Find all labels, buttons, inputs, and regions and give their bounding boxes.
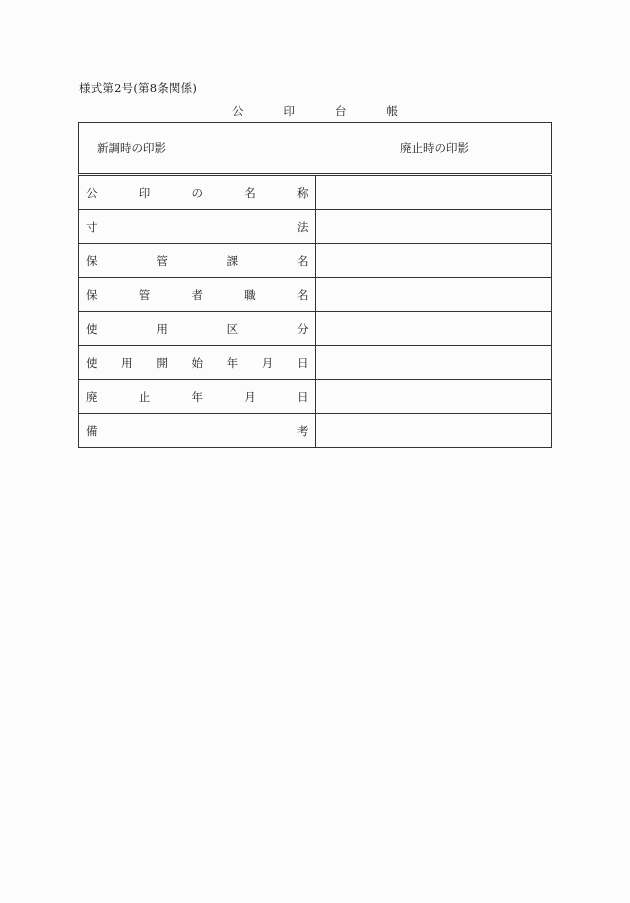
remarks-label bbox=[79, 414, 316, 448]
table-row bbox=[79, 312, 552, 346]
label-char: 称 bbox=[297, 185, 309, 200]
label-char: 保 bbox=[86, 287, 98, 302]
usage-category-field[interactable] bbox=[315, 312, 552, 346]
label-char: 者 bbox=[191, 287, 203, 302]
label-char: 公 bbox=[86, 185, 98, 200]
custodian-position-label bbox=[79, 278, 316, 312]
label-char: 止 bbox=[138, 389, 151, 404]
custodian-section-label bbox=[79, 244, 316, 278]
label-char: 分 bbox=[296, 321, 309, 336]
table-row bbox=[79, 278, 552, 312]
label-char: 管 bbox=[156, 253, 168, 268]
label-char: 月 bbox=[261, 355, 274, 370]
label-char: 日 bbox=[297, 389, 309, 404]
label-char: 廃 bbox=[86, 389, 98, 404]
seal-impression-row bbox=[79, 123, 552, 175]
table-row bbox=[79, 175, 552, 210]
document-title bbox=[78, 103, 552, 119]
remarks-field[interactable] bbox=[315, 414, 552, 448]
title-char: 帳 bbox=[386, 104, 398, 118]
label-char: 名 bbox=[297, 287, 309, 302]
label-char: 管 bbox=[138, 287, 151, 302]
form-number: 様式第2号(第8条関係) bbox=[79, 81, 198, 95]
label-char: 名 bbox=[244, 185, 256, 200]
seal-register-table bbox=[78, 122, 552, 448]
abolished-seal-impression-label: 廃止時の印影 bbox=[400, 141, 469, 155]
label-char: 年 bbox=[226, 355, 239, 370]
table-row bbox=[79, 414, 552, 448]
new-seal-impression-label: 新調時の印影 bbox=[97, 141, 166, 155]
label-char: 年 bbox=[191, 389, 203, 404]
label-char: 寸 bbox=[86, 219, 98, 234]
abolition-date-label bbox=[79, 380, 316, 414]
label-char: 日 bbox=[296, 355, 309, 370]
title-char: 公 bbox=[232, 104, 244, 118]
usage-category-label bbox=[79, 312, 316, 346]
custodian-position-field[interactable] bbox=[315, 278, 552, 312]
label-char: の bbox=[191, 185, 203, 200]
custodian-section-field[interactable] bbox=[315, 244, 552, 278]
label-char: 課 bbox=[226, 253, 239, 268]
label-char: 保 bbox=[86, 253, 98, 268]
seal-name-field[interactable] bbox=[315, 175, 552, 210]
label-char: 法 bbox=[297, 219, 309, 234]
label-char: 考 bbox=[297, 423, 309, 438]
table-row bbox=[79, 346, 552, 380]
dimensions-field[interactable] bbox=[315, 210, 552, 244]
usage-start-date-field[interactable] bbox=[315, 346, 552, 380]
seal-impression-cell[interactable] bbox=[79, 123, 552, 175]
label-char: 印 bbox=[138, 185, 151, 200]
label-char: 月 bbox=[244, 389, 256, 404]
table-row bbox=[79, 210, 552, 244]
title-char: 台 bbox=[335, 104, 347, 118]
table-row bbox=[79, 244, 552, 278]
label-char: 用 bbox=[156, 321, 168, 336]
label-char: 名 bbox=[296, 253, 309, 268]
dimensions-label bbox=[79, 210, 316, 244]
label-char: 用 bbox=[121, 355, 133, 370]
abolition-date-field[interactable] bbox=[315, 380, 552, 414]
label-char: 開 bbox=[156, 355, 168, 370]
label-char: 始 bbox=[191, 355, 203, 370]
label-char: 使 bbox=[86, 321, 98, 336]
label-char: 備 bbox=[86, 423, 98, 438]
label-char: 職 bbox=[244, 287, 256, 302]
table-row bbox=[79, 380, 552, 414]
label-char: 区 bbox=[226, 321, 239, 336]
title-char: 印 bbox=[283, 104, 295, 118]
usage-start-date-label bbox=[79, 346, 316, 380]
seal-name-label bbox=[79, 175, 316, 210]
label-char: 使 bbox=[86, 355, 98, 370]
